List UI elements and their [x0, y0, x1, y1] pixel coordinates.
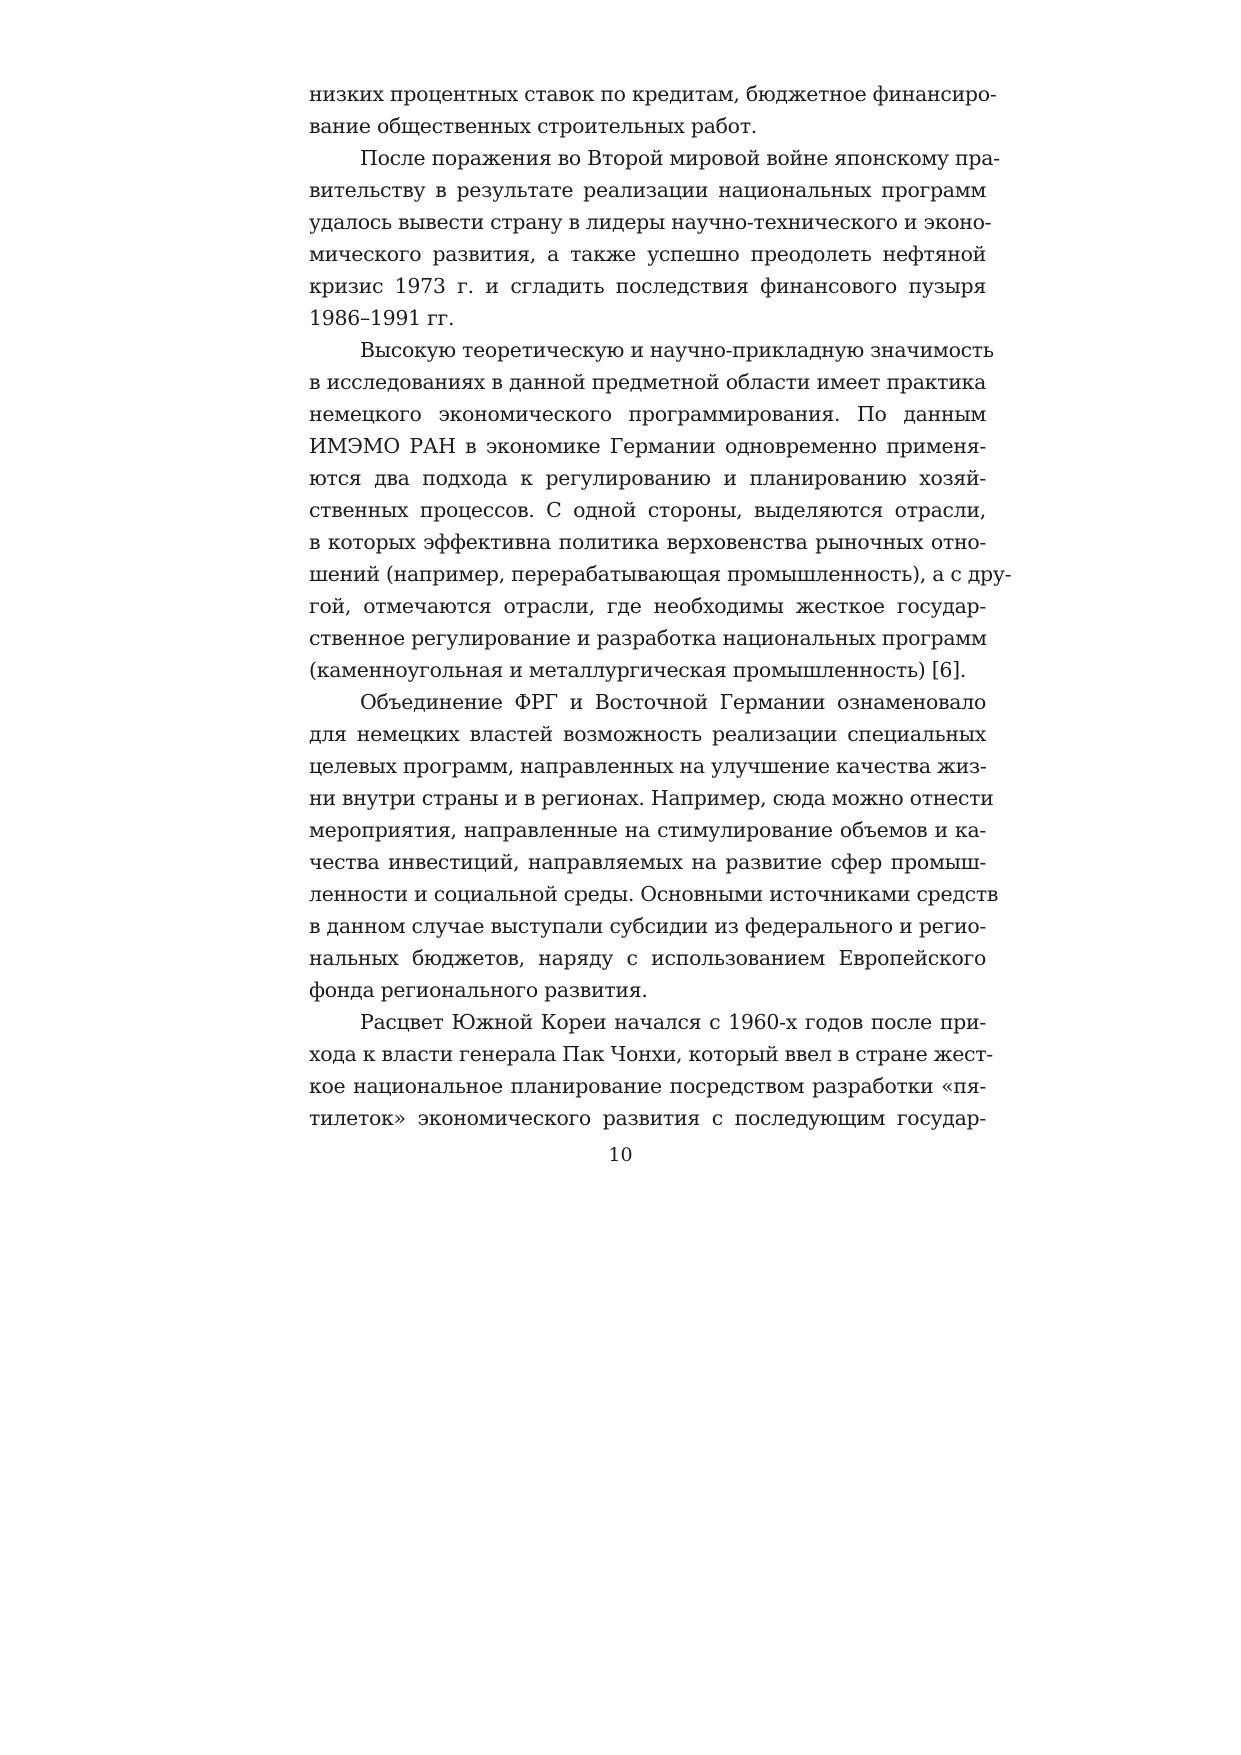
text-line: ются два подхода к регулированию и планированию хозяй-: [309, 466, 986, 490]
text-line: мического развития, а также успешно преодолеть нефтяной: [309, 242, 986, 266]
text-line: мероприятия, направленные на стимулирование объемов и ка-: [309, 818, 986, 842]
text-line: низких процентных ставок по кредитам, бюджетное финансиро-: [309, 82, 997, 106]
body-text: [309, 78, 1012, 1134]
text-line: фонда регионального развития.: [309, 978, 648, 1002]
text-line: чества инвестиций, направляемых на развитие сфер промыш-: [309, 850, 986, 874]
text-line: нальных бюджетов, наряду с использованием Европейского: [309, 946, 986, 970]
paragraph-first-line: Расцвет Южной Кореи начался с 1960-х годов после при-: [360, 1010, 986, 1034]
paragraph-first-line: Объединение ФРГ и Восточной Германии ознаменовало: [360, 690, 986, 714]
text-line: шений (например, перерабатывающая промышленность), а с дру-: [309, 562, 1012, 586]
text-line: хода к власти генерала Пак Чонхи, который ввел в стране жест-: [309, 1042, 993, 1066]
text-line: ни внутри страны и в регионах. Например, сюда можно отнести: [309, 786, 994, 810]
text-line: кризис 1973 г. и сгладить последствия финансового пузыря: [309, 274, 986, 298]
text-line: тилеток» экономического развития с последующим государ-: [309, 1106, 986, 1130]
text-line: в которых эффективна политика верховенства рыночных отно-: [309, 530, 986, 554]
text-line: в исследованиях в данной предметной области имеет практика: [309, 370, 986, 394]
text-line: немецкого экономического программирования. По данным: [309, 402, 986, 426]
text-line: ленности и социальной среды. Основными источниками средств: [309, 882, 999, 906]
paragraph-first-line: Высокую теоретическую и научно-прикладную значимость: [360, 338, 994, 362]
text-line: (каменноугольная и металлургическая промышленность) [6].: [309, 658, 967, 682]
text-line: ственных процессов. С одной стороны, выделяются отрасли,: [309, 498, 986, 522]
text-line: ственное регулирование и разработка национальных программ: [309, 626, 987, 650]
text-line: ИМЭМО РАН в экономике Германии одновременно применя-: [309, 434, 986, 458]
text-line: кое национальное планирование посредством разработки «пя-: [309, 1074, 986, 1098]
text-line: для немецких властей возможность реализации специальных: [309, 722, 986, 746]
text-line: удалось вывести страну в лидеры научно-технического и эконо-: [309, 210, 992, 234]
text-line: вание общественных строительных работ.: [309, 114, 757, 138]
paragraph-first-line: После поражения во Второй мировой войне японскому пра-: [360, 146, 1000, 170]
page-number: 10: [608, 1144, 633, 1166]
text-line: целевых программ, направленных на улучшение качества жиз-: [309, 754, 987, 778]
text-line: вительству в результате реализации национальных программ: [309, 178, 986, 202]
text-line: 1986–1991 гг.: [309, 306, 455, 330]
text-line: гой, отмечаются отрасли, где необходимы жесткое государ-: [309, 594, 986, 618]
text-line: в данном случае выступали субсидии из федерального и регио-: [309, 914, 986, 938]
